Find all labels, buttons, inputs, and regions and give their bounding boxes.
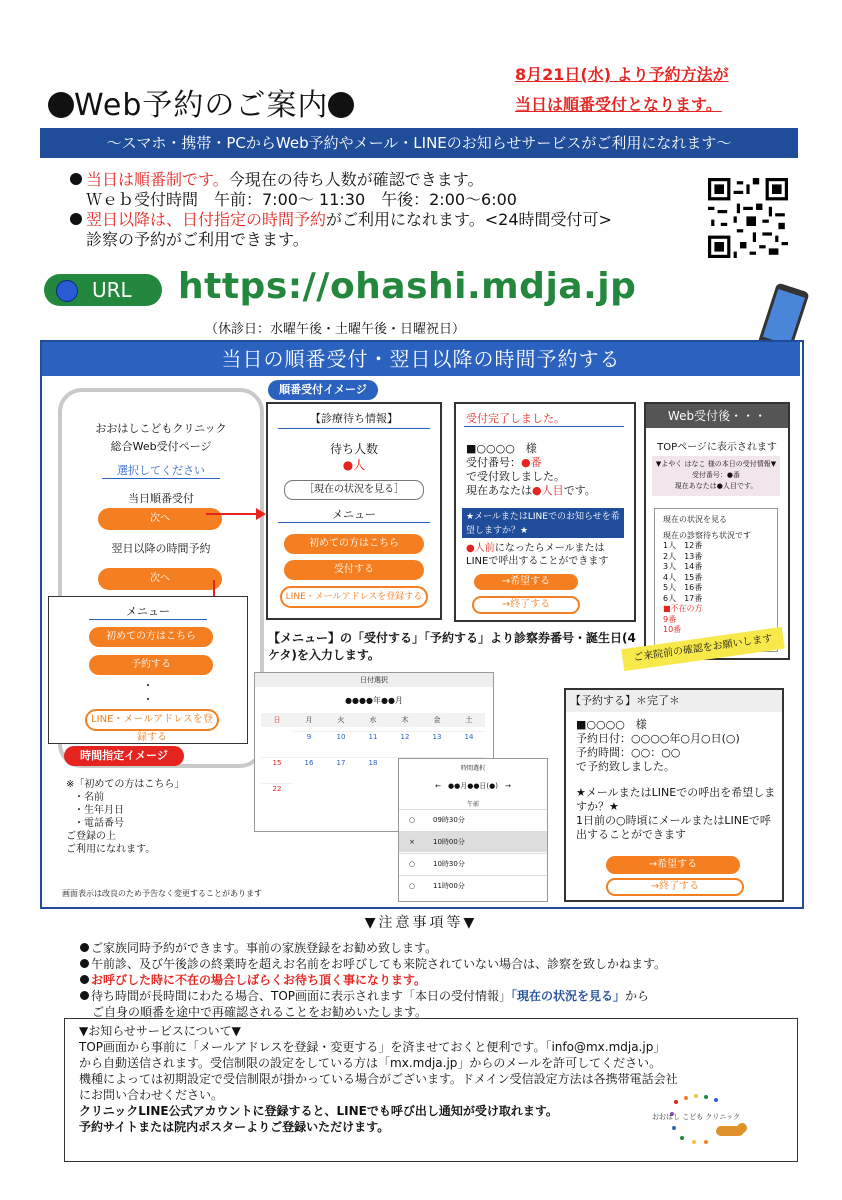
wait-count-value: ●人 xyxy=(342,458,366,472)
time-slot-label: 09時30分 xyxy=(433,816,465,824)
after-title: Web受付後・・・ xyxy=(646,404,788,428)
first-visit-button[interactable]: 初めての方はこちら xyxy=(89,627,213,647)
date-nav[interactable]: ← ●●月●●日(●) → xyxy=(435,782,511,790)
month-label: ●●●●年●●月 xyxy=(345,696,403,705)
notice-line-1: 8月21日(水) より予約方法が xyxy=(515,65,729,84)
intro-text: 当日は順番制です。今現在の待ち人数が確認できます。 Ｗｅｂ受付時間 午前：7:00～ 11:30 午後：2:00～6:00 翌日以降は、日付指定の時間予約がご利用になれます。<24時間受付可> 診察の予約がご利用できます。 xyxy=(70,170,700,250)
menu-popup xyxy=(48,596,248,744)
reserve-button[interactable]: 予約する xyxy=(89,655,213,675)
calendar-date[interactable]: 14 xyxy=(453,731,485,752)
today-info-panel: ▼よやく はなこ 様の本日の受付情報▼ 受付番号：●番 現在あなたは●人目です。 xyxy=(652,456,780,496)
bullet-icon xyxy=(80,991,89,1000)
calendar-date[interactable]: 10 xyxy=(325,731,357,752)
notify-yes-button[interactable]: →希望する xyxy=(606,856,740,874)
menu-title: メニュー xyxy=(126,605,170,618)
today-next-button[interactable]: 次へ xyxy=(98,508,222,530)
bullet-icon xyxy=(48,92,74,118)
wait-info-title: 【診療待ち情報】 xyxy=(310,412,398,425)
today-label: 当日順番受付 xyxy=(128,492,194,505)
availability-mark: ○ xyxy=(409,860,416,868)
end-button[interactable]: →終了する xyxy=(606,878,744,896)
calendar-date[interactable]: 13 xyxy=(421,731,453,752)
bullet-icon xyxy=(70,213,82,225)
calendar-day-header: 土 xyxy=(453,713,485,727)
time-select-screen xyxy=(398,758,548,902)
register-line-mail-button[interactable]: LINE・メールアドレスを登録する xyxy=(85,709,219,731)
bullet-icon xyxy=(80,975,89,984)
screen-change-note: 画面表示は改良のため予告なく変更することがあります xyxy=(62,889,262,898)
first-visit-button[interactable]: 初めての方はこちら xyxy=(284,534,424,554)
bullet-icon xyxy=(328,92,354,118)
ellipsis-dot: ・ xyxy=(142,693,154,706)
time-slot-label: 11時00分 xyxy=(433,882,465,890)
notify-yes-button[interactable]: →希望する xyxy=(474,574,578,590)
divider xyxy=(464,426,624,427)
time-slot[interactable] xyxy=(399,831,547,852)
end-button[interactable]: →終了する xyxy=(472,596,580,614)
complete-title: 受付完了しました。 xyxy=(466,412,565,425)
change-notice xyxy=(515,60,729,120)
future-next-button[interactable]: 次へ xyxy=(98,568,222,590)
after-accept-screen xyxy=(644,402,790,660)
calendar-date[interactable]: 11 xyxy=(357,731,389,752)
time-slot-label: 10時30分 xyxy=(433,860,465,868)
notification-service-box: ▼お知らせサービスについて▼ TOP画面から事前に「メールアドレスを登録・変更する」を済ませておくと便利です。「info@mx.mdja.jp」 から自動送信されます。受信制限の設定をしている方は「mx.mdja.jp」からのメールを許可してください。 機種によっては初期設定で受信制限が掛かっている場合がございます。ドメイン受信設定方法は各携帯電話会社 にお問い合わせください。 クリニックLINE公式アカウントに登録すると、LINEでも呼び出し通知が受け取れます。 予約サイトまたは院内ポスターよりご登録いただけます。 xyxy=(64,1018,798,1162)
future-label: 翌日以降の時間予約 xyxy=(111,542,211,555)
menu-label: メニュー xyxy=(332,508,376,521)
service-banner: ～スマホ・携帯・PCからWeb予約やメール・LINEのお知らせサービスがご利用になれます～ xyxy=(40,128,798,158)
calendar-day-header: 水 xyxy=(357,713,389,727)
calendar-date[interactable]: 9 xyxy=(293,731,325,752)
wait-count-label: 待ち人数 xyxy=(329,442,378,456)
calendar-date[interactable]: 12 xyxy=(389,731,421,752)
wait-info-screen xyxy=(266,402,442,620)
calendar-day-header: 金 xyxy=(421,713,453,727)
divider xyxy=(89,619,207,620)
availability-mark: ○ xyxy=(409,816,416,824)
notify-question: ★メールまたはLINEでのお知らせを希望しますか？★ xyxy=(462,508,624,538)
calendar-day-header: 日 xyxy=(261,713,293,727)
time-slot-label: 10時00分 xyxy=(433,838,465,846)
closed-days: （休診日：水曜午後・土曜午後・日曜祝日） xyxy=(205,322,466,337)
divider xyxy=(278,522,430,523)
time-slot[interactable] xyxy=(399,809,547,830)
calendar-day-header: 月 xyxy=(293,713,325,727)
availability-mark: ○ xyxy=(409,882,416,890)
status-view-button[interactable]: ［現在の状況を見る］ xyxy=(284,480,424,500)
accept-complete-screen xyxy=(454,402,636,622)
register-line-mail-button[interactable]: LINE・メールアドレスを登録する xyxy=(280,586,428,608)
caution-title: ▼注意事項等▼ xyxy=(364,915,478,931)
ellipsis-dot: ・ xyxy=(142,679,154,692)
availability-mark: × xyxy=(409,838,415,846)
qr-code-icon[interactable] xyxy=(708,178,788,258)
url-label: URL xyxy=(44,274,162,306)
am-label: 午前 xyxy=(466,801,479,808)
clinic-name: おおはしこどもクリニック xyxy=(95,422,227,435)
time-slot[interactable] xyxy=(399,853,547,874)
status-panel: 現在の状況を見る 現在の診察待ち状況です 1人 12番 2人 13番 3人 14番 4人 15番 5人 16番 6人 17番 ■不在の方 9番 10番 xyxy=(654,508,778,652)
clinic-logo-icon xyxy=(651,1092,748,1146)
select-prompt: 選択してください xyxy=(117,464,205,477)
notice-line-2: 当日は順番受付となります。 xyxy=(515,95,722,114)
notify-desc: ●人前になったらメールまたはLINEで呼出することができます xyxy=(466,543,609,567)
service-title: ▼お知らせサービスについて▼ xyxy=(79,1024,241,1038)
input-instruction: 【メニュー】の「受付する」「予約する」より診察券番号・誕生日(4ケタ)を入力します。 xyxy=(268,631,636,662)
calendar-date[interactable]: 16 xyxy=(293,757,325,778)
page-name: 総合Web受付ページ xyxy=(110,440,212,453)
divider xyxy=(102,478,220,479)
calendar-date[interactable]: 18 xyxy=(357,757,389,778)
calendar-date[interactable]: 17 xyxy=(325,757,357,778)
time-select-title: 時間選択 xyxy=(460,765,485,772)
bullet-icon xyxy=(80,959,89,968)
svg-text:おおはし こども クリニック: おおはし こども クリニック xyxy=(651,1113,741,1121)
date-select-title: 日付選択 xyxy=(255,673,493,687)
reserve-complete-title: 【予約する】＊完了＊ xyxy=(566,690,782,712)
accept-button[interactable]: 受付する xyxy=(284,560,424,580)
time-slot[interactable] xyxy=(399,875,547,896)
calendar-date[interactable]: 22 xyxy=(261,783,293,804)
calendar-day-header: 火 xyxy=(325,713,357,727)
reserve-details: ■○○○○ 様 予約日付：○○○○年○月○日(○) 予約時間：○○：○○ で予約致しました。 ★メールまたはLINEでの呼出を希望しますか？★ 1日前の○時頃にメールまたはLINEで呼出することができます xyxy=(576,718,776,841)
main-guide-heading: 当日の順番受付・翌日以降の時間予約する xyxy=(42,342,800,376)
calendar-day-header: 木 xyxy=(389,713,421,727)
page-title: Web予約のご案内 xyxy=(48,80,354,124)
bullet-icon xyxy=(70,173,82,185)
complete-details: ■○○○○ 様 受付番号：●番 で受付致しました。 現在あなたは●人目です。 xyxy=(466,442,596,497)
time-image-label: 時間指定イメージ xyxy=(64,746,184,766)
top-shown-label: TOPページに表示されます xyxy=(657,442,777,453)
divider xyxy=(278,428,430,429)
first-visit-note: ※「初めての方はこちら」 ・名前 ・生年月日 ・電話番号 ご登録の上 ご利用になれます。 xyxy=(66,779,185,855)
queue-image-label: 順番受付イメージ xyxy=(268,380,378,400)
bullet-icon xyxy=(80,943,89,952)
caution-list: ご家族同時予約ができます。事前の家族登録をお勧め致します。 午前診、及び午後診の終業時を超えお名前をお呼びしても来院されていない場合は、診察を致しかねます。 お呼びした時に不在の場合しばらくお待ち頂く事になります。 待ち時間が長時間にわたる場合、TOP画面に表示されます「本日の受付情報」「現在の状況を見る」から ご自身の順番を途中で再確認されることをお勧めいたします。 xyxy=(80,940,800,1020)
confirm-note: ご来院前の確認をお願いします xyxy=(621,627,784,671)
calendar-date[interactable]: 15 xyxy=(261,757,293,778)
reserve-complete-screen xyxy=(564,688,784,902)
reservation-url-link[interactable]: https://ohashi.mdja.jp xyxy=(178,266,637,307)
globe-icon xyxy=(56,280,78,302)
